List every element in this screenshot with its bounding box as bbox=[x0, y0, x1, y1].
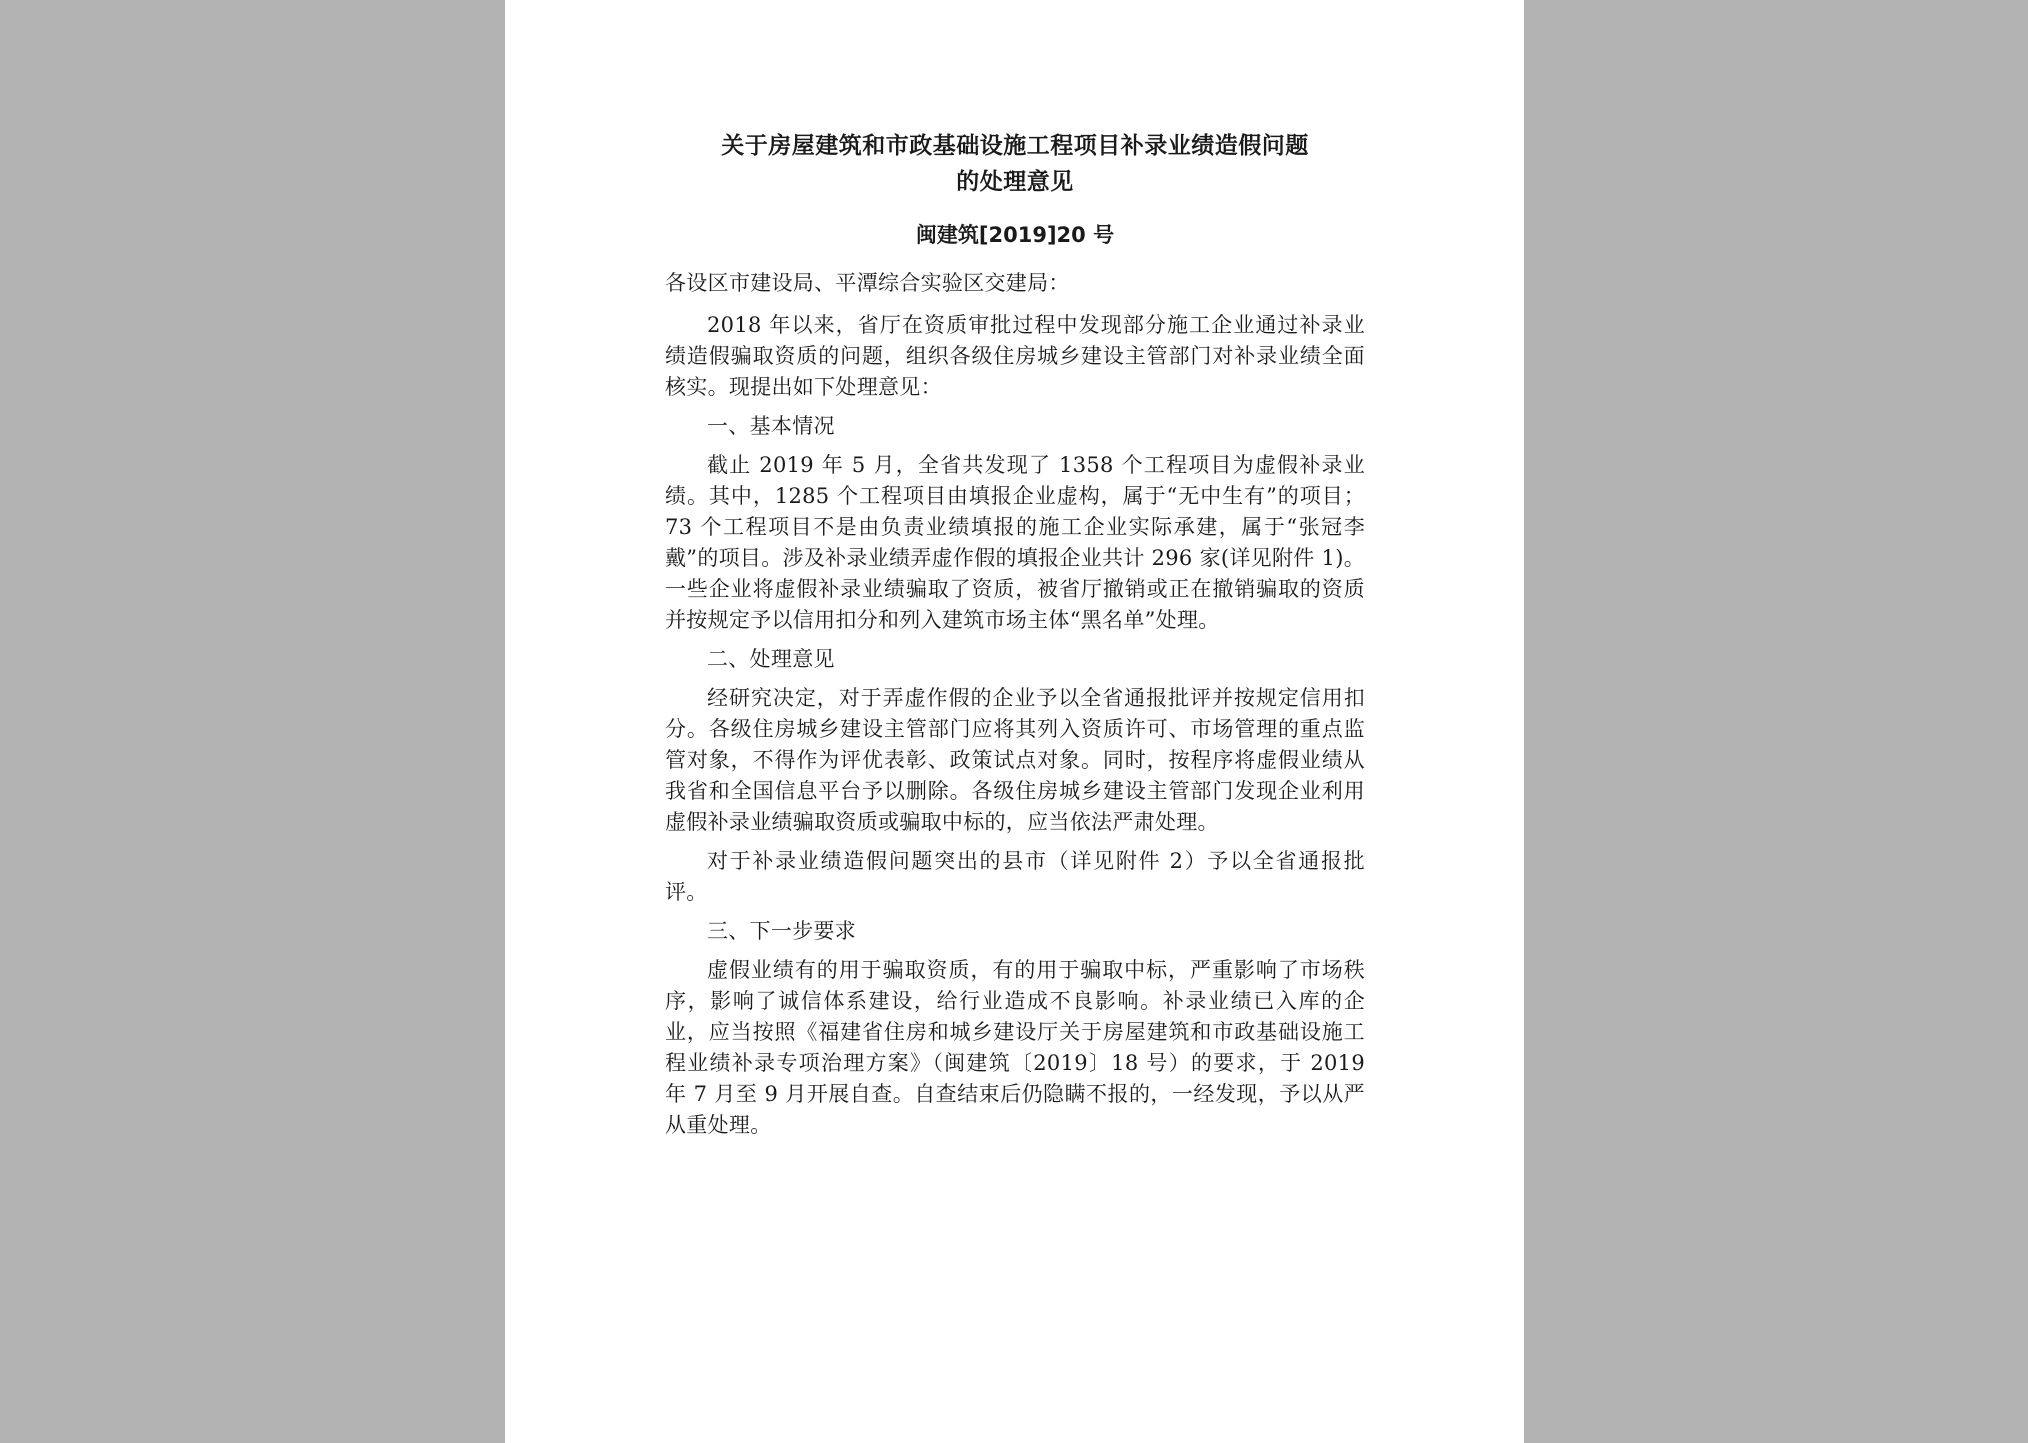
section-3-heading: 三、下一步要求 bbox=[707, 919, 857, 943]
document-number: 闽建筑[2019]20 号 bbox=[915, 223, 1115, 247]
section-2-paragraph-2: 对于补录业绩造假问题突出的县市（详见附件 2）予以全省通报批评。 bbox=[665, 849, 1365, 904]
page-content bbox=[665, 128, 1365, 1149]
document-page bbox=[505, 0, 1524, 1443]
section-2-heading: 二、处理意见 bbox=[707, 647, 835, 671]
section-3-paragraph: 虚假业绩有的用于骗取资质，有的用于骗取中标，严重影响了市场秩序，影响了诚信体系建设，给行业造成不良影响。补录业绩已入库的企业，应当按照《福建省住房和城乡建设厅关于房屋建筑和市政基础设施工程业绩补录专项治理方案》（闽建筑〔2019〕18 号）的要求，于 2019 年 7 月至 9 月开展自查。自查结束后仍隐瞒不报的，一经发现，予以从严从重处理。 bbox=[665, 958, 1365, 1137]
section-1-paragraph: 截止 2019 年 5 月，全省共发现了 1358 个工程项目为虚假补录业绩。其中，1285 个工程项目由填报企业虚构，属于“无中生有”的项目；73 个工程项目不是由负责业绩填报的施工企业实际承建，属于“张冠李戴”的项目。涉及补录业绩弄虚作假的填报企业共计 296 家(详见附件 1)。一些企业将虚假补录业绩骗取了资质，被省厅撤销或正在撤销骗取的资质并按规定予以信用扣分和列入建筑市场主体“黑名单”处理。 bbox=[665, 453, 1365, 632]
section-1-heading: 一、基本情况 bbox=[707, 414, 835, 438]
intro-paragraph: 2018 年以来，省厅在资质审批过程中发现部分施工企业通过补录业绩造假骗取资质的问题，组织各级住房城乡建设主管部门对补录业绩全面核实。现提出如下处理意见： bbox=[665, 313, 1365, 399]
document-title bbox=[665, 128, 1365, 200]
title-line-2: 的处理意见 bbox=[956, 169, 1074, 195]
title-line-1: 关于房屋建筑和市政基础设施工程项目补录业绩造假问题 bbox=[721, 133, 1309, 159]
addressee: 各设区市建设局、平潭综合实验区交建局： bbox=[665, 271, 1070, 295]
section-2-paragraph-1: 经研究决定，对于弄虚作假的企业予以全省通报批评并按规定信用扣分。各级住房城乡建设主管部门应将其列入资质许可、市场管理的重点监管对象，不得作为评优表彰、政策试点对象。同时，按程序将虚假业绩从我省和全国信息平台予以删除。各级住房城乡建设主管部门发现企业利用虚假补录业绩骗取资质或骗取中标的，应当依法严肃处理。 bbox=[665, 686, 1365, 834]
